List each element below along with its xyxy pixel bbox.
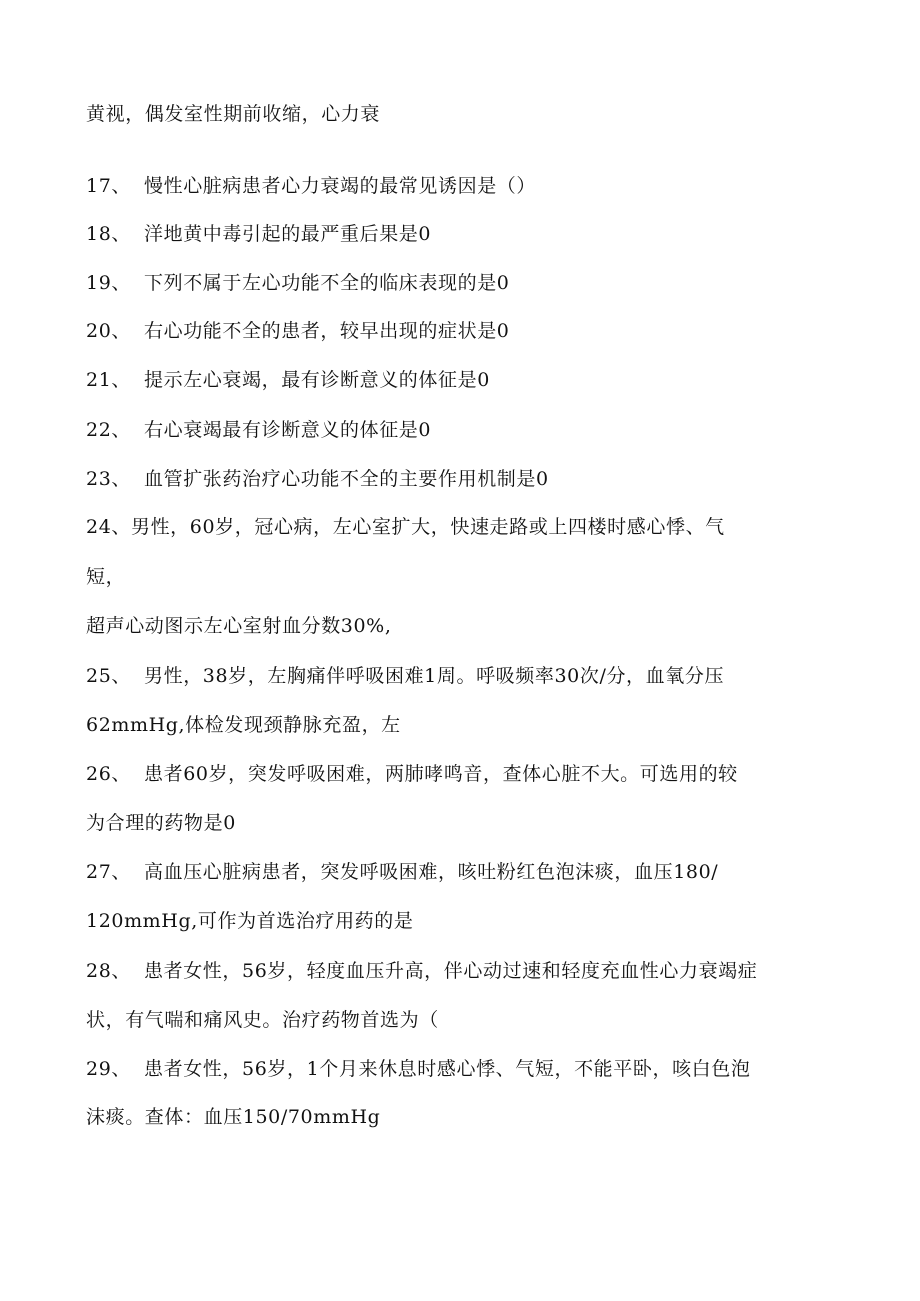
question-text: 血管扩张药治疗心功能不全的主要作用机制是0 [144, 468, 549, 490]
question-text: 提示左心衰竭，最有诊断意义的体征是0 [144, 369, 490, 391]
question-number: 24、 [86, 516, 131, 538]
question-text: 患者女性，56岁，1个月来休息时感心悸、气短，不能平卧，咳白色泡 [144, 1058, 751, 1080]
question-text-continued: 超声心动图示左心室射血分数30%, [86, 615, 392, 637]
question-text: 高血压心脏病患者，突发呼吸困难，咳吐粉红色泡沫痰，血压180/ [144, 861, 719, 883]
question-line [86, 174, 536, 198]
question-line [86, 664, 724, 688]
question-number: 21、 [86, 369, 131, 391]
question-line [86, 319, 510, 343]
question-number: 23、 [86, 468, 131, 490]
question-text: 患者女性，56岁，轻度血压升高，伴心动过速和轻度充血性心力衰竭症 [144, 960, 758, 982]
question-number: 20、 [86, 320, 131, 342]
question-line [86, 467, 549, 491]
question-text-continued: 状，有气喘和痛风史。治疗药物首选为（ [86, 1009, 439, 1031]
question-number: 17、 [86, 175, 131, 197]
question-number: 28、 [86, 960, 131, 982]
question-text: 洋地黄中毒引起的最严重后果是0 [144, 223, 432, 245]
question-number: 18、 [86, 223, 131, 245]
question-text-continued: 62mmHg,体检发现颈静脉充盈，左 [86, 714, 401, 736]
question-line [86, 271, 510, 295]
question-number: 26、 [86, 763, 131, 785]
question-text: 患者60岁，突发呼吸困难，两肺哮鸣音，查体心脏不大。可选用的较 [144, 763, 738, 785]
question-line [86, 368, 490, 392]
question-text-continued: 为合理的药物是0 [86, 812, 236, 834]
question-line [86, 222, 431, 246]
question-text-continued: 短， [86, 566, 126, 588]
question-text: 下列不属于左心功能不全的临床表现的是0 [144, 272, 510, 294]
question-text-continued: 沫痰。查体：血压150/70mmHg [86, 1106, 381, 1128]
question-line [86, 762, 738, 786]
question-number: 27、 [86, 861, 131, 883]
question-line [86, 860, 718, 884]
question-text: 男性，38岁，左胸痛伴呼吸困难1周。呼吸频率30次/分，血氧分压 [144, 665, 725, 687]
question-line [86, 959, 757, 983]
question-number: 25、 [86, 665, 131, 687]
continuation-line: 黄视，偶发室性期前收缩，心力衰 [86, 103, 381, 125]
question-text: 男性，60岁，冠心病，左心室扩大，快速走路或上四楼时感心悸、气 [130, 516, 725, 538]
question-text: 慢性心脏病患者心力衰竭的最常见诱因是（） [144, 175, 537, 197]
question-line [86, 515, 725, 539]
question-line [86, 1057, 750, 1081]
question-number: 22、 [86, 419, 131, 441]
question-line [86, 418, 431, 442]
question-text-continued: 120mmHg,可作为首选治疗用药的是 [86, 910, 414, 932]
question-number: 29、 [86, 1058, 131, 1080]
question-number: 19、 [86, 272, 131, 294]
question-text: 右心功能不全的患者，较早出现的症状是0 [144, 320, 510, 342]
question-text: 右心衰竭最有诊断意义的体征是0 [144, 419, 432, 441]
